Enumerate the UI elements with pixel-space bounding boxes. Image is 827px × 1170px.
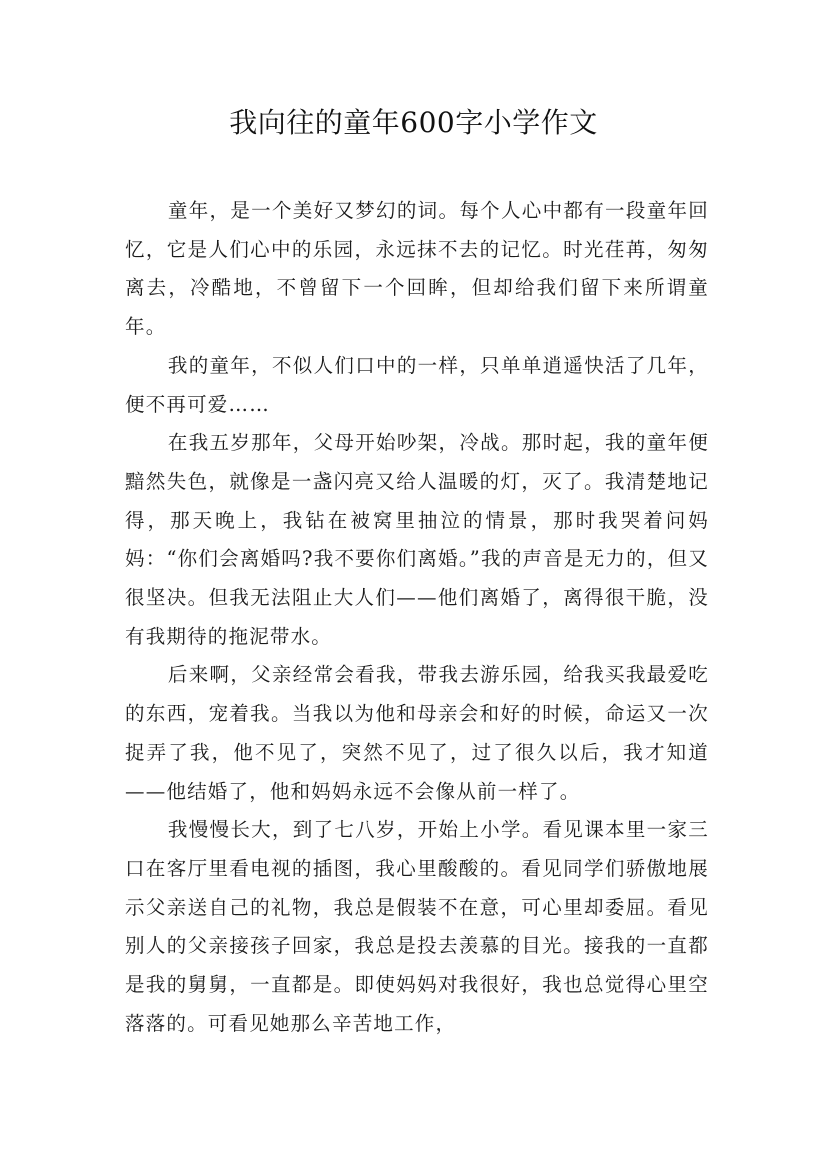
- paragraph-4: 后来啊，父亲经常会看我，带我去游乐园，给我买我最爱吃的东西，宠着我。当我以为他和母亲会和好的时候，命运又一次捉弄了我，他不见了，突然不见了，过了很久以后，我才知道——他结婚了，他和妈妈永远不会像从前一样了。: [125, 663, 709, 803]
- paragraph-1: 童年，是一个美好又梦幻的词。每个人心中都有一段童年回忆，它是人们心中的乐园，永远抹不去的记忆。时光荏苒，匆匆离去，冷酷地，不曾留下一个回眸，但却给我们留下来所谓童年。: [125, 199, 709, 339]
- document-title: 我向往的童年600字小学作文: [229, 106, 598, 139]
- paragraph-2: 我的童年，不似人们口中的一样，只单单逍遥快活了几年，便不再可爱……: [125, 353, 709, 416]
- paragraph-5: 我慢慢长大，到了七八岁，开始上小学。看见课本里一家三口在客厅里看电视的插图，我心里酸酸的。看见同学们骄傲地展示父亲送自己的礼物，我总是假装不在意，可心里却委屈。看见别人的父亲接孩子回家，我总是投去羡慕的目光。接我的一直都是我的舅舅，一直都是。即使妈妈对我很好，我也总觉得心里空落落的。可看见她那么辛苦地工作，: [125, 818, 709, 1035]
- paragraph-3: 在我五岁那年，父母开始吵架，冷战。那时起，我的童年便黯然失色，就像是一盏闪亮又给人温暖的灯，灭了。我清楚地记得，那天晚上，我钻在被窝里抽泣的情景，那时我哭着问妈妈：“你们会离婚吗?我不要你们离婚。”我的声音是无力的，但又很坚决。但我无法阻止大人们——他们离婚了，离得很干脆，没有我期待的拖泥带水。: [125, 431, 709, 648]
- document-body: [125, 192, 709, 1043]
